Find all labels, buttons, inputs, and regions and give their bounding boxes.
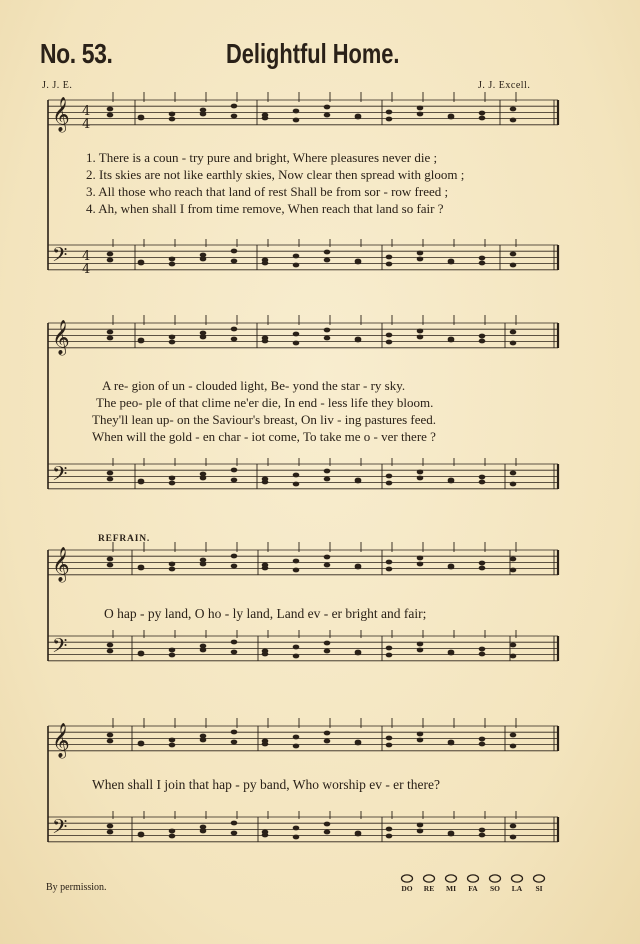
refrain-label: REFRAIN. <box>98 534 151 544</box>
svg-text:𝄢: 𝄢 <box>52 815 68 843</box>
solfege-mi: MI <box>442 874 460 893</box>
hymn-number: No. 53. <box>40 38 113 69</box>
verse-4-line-2: When will the gold - en char - iot come, To take me o - ver there ? <box>92 429 436 444</box>
svg-text:𝄞: 𝄞 <box>52 320 70 355</box>
hymn-title: Delightful Home. <box>226 38 400 69</box>
verse-2-line-2: The peo- ple of that clime ne'er die, In end - less life they bloom. <box>96 395 434 410</box>
solfege-so: SO <box>486 874 504 893</box>
refrain-line-2: When shall I join that hap - py band, Who worship ev - er there? <box>92 777 441 792</box>
svg-text:4: 4 <box>82 249 91 264</box>
composer: J. J. Excell. <box>478 80 531 91</box>
svg-text:𝄢: 𝄢 <box>52 462 68 490</box>
svg-text:𝄢: 𝄢 <box>52 634 68 662</box>
verse-4-line-1: 4. Ah, when shall I from time remove, When reach that land so fair ? <box>86 201 444 216</box>
solfege-re: RE <box>420 874 438 893</box>
solfege-fa: FA <box>464 874 482 893</box>
permission-note: By permission. <box>46 882 107 893</box>
solfege-do: DO <box>398 874 416 893</box>
verse-2-line-1: 2. Its skies are not like earthly skies, Now clear then spread with gloom ; <box>86 167 465 182</box>
refrain-line-1: O hap - py land, O ho - ly land, Land ev - er bright and fair; <box>104 606 427 621</box>
svg-text:𝄢: 𝄢 <box>52 243 68 271</box>
verse-3-line-2: They'll lean up- on the Saviour's breast, On liv - ing pastures feed. <box>92 412 437 427</box>
svg-text:𝄞: 𝄞 <box>52 547 70 582</box>
verse-1-line-2: A re- gion of un - clouded light, Be- yond the star - ry sky. <box>102 378 406 393</box>
svg-text:4: 4 <box>82 104 91 119</box>
verse-3-line-1: 3. All those who reach that land of rest Shall be from sor - row freed ; <box>86 184 449 199</box>
solfege-la: LA <box>508 874 526 893</box>
svg-text:𝄞: 𝄞 <box>52 723 70 758</box>
svg-text:4: 4 <box>82 262 91 277</box>
solfege-legend <box>398 874 548 893</box>
lyricist: J. J. E. <box>42 80 73 91</box>
solfege-si: SI <box>530 874 548 893</box>
verse-1-line-1: 1. There is a coun - try pure and bright, Where pleasures never die ; <box>86 150 438 165</box>
svg-text:4: 4 <box>82 117 91 132</box>
svg-text:𝄞: 𝄞 <box>52 97 70 132</box>
